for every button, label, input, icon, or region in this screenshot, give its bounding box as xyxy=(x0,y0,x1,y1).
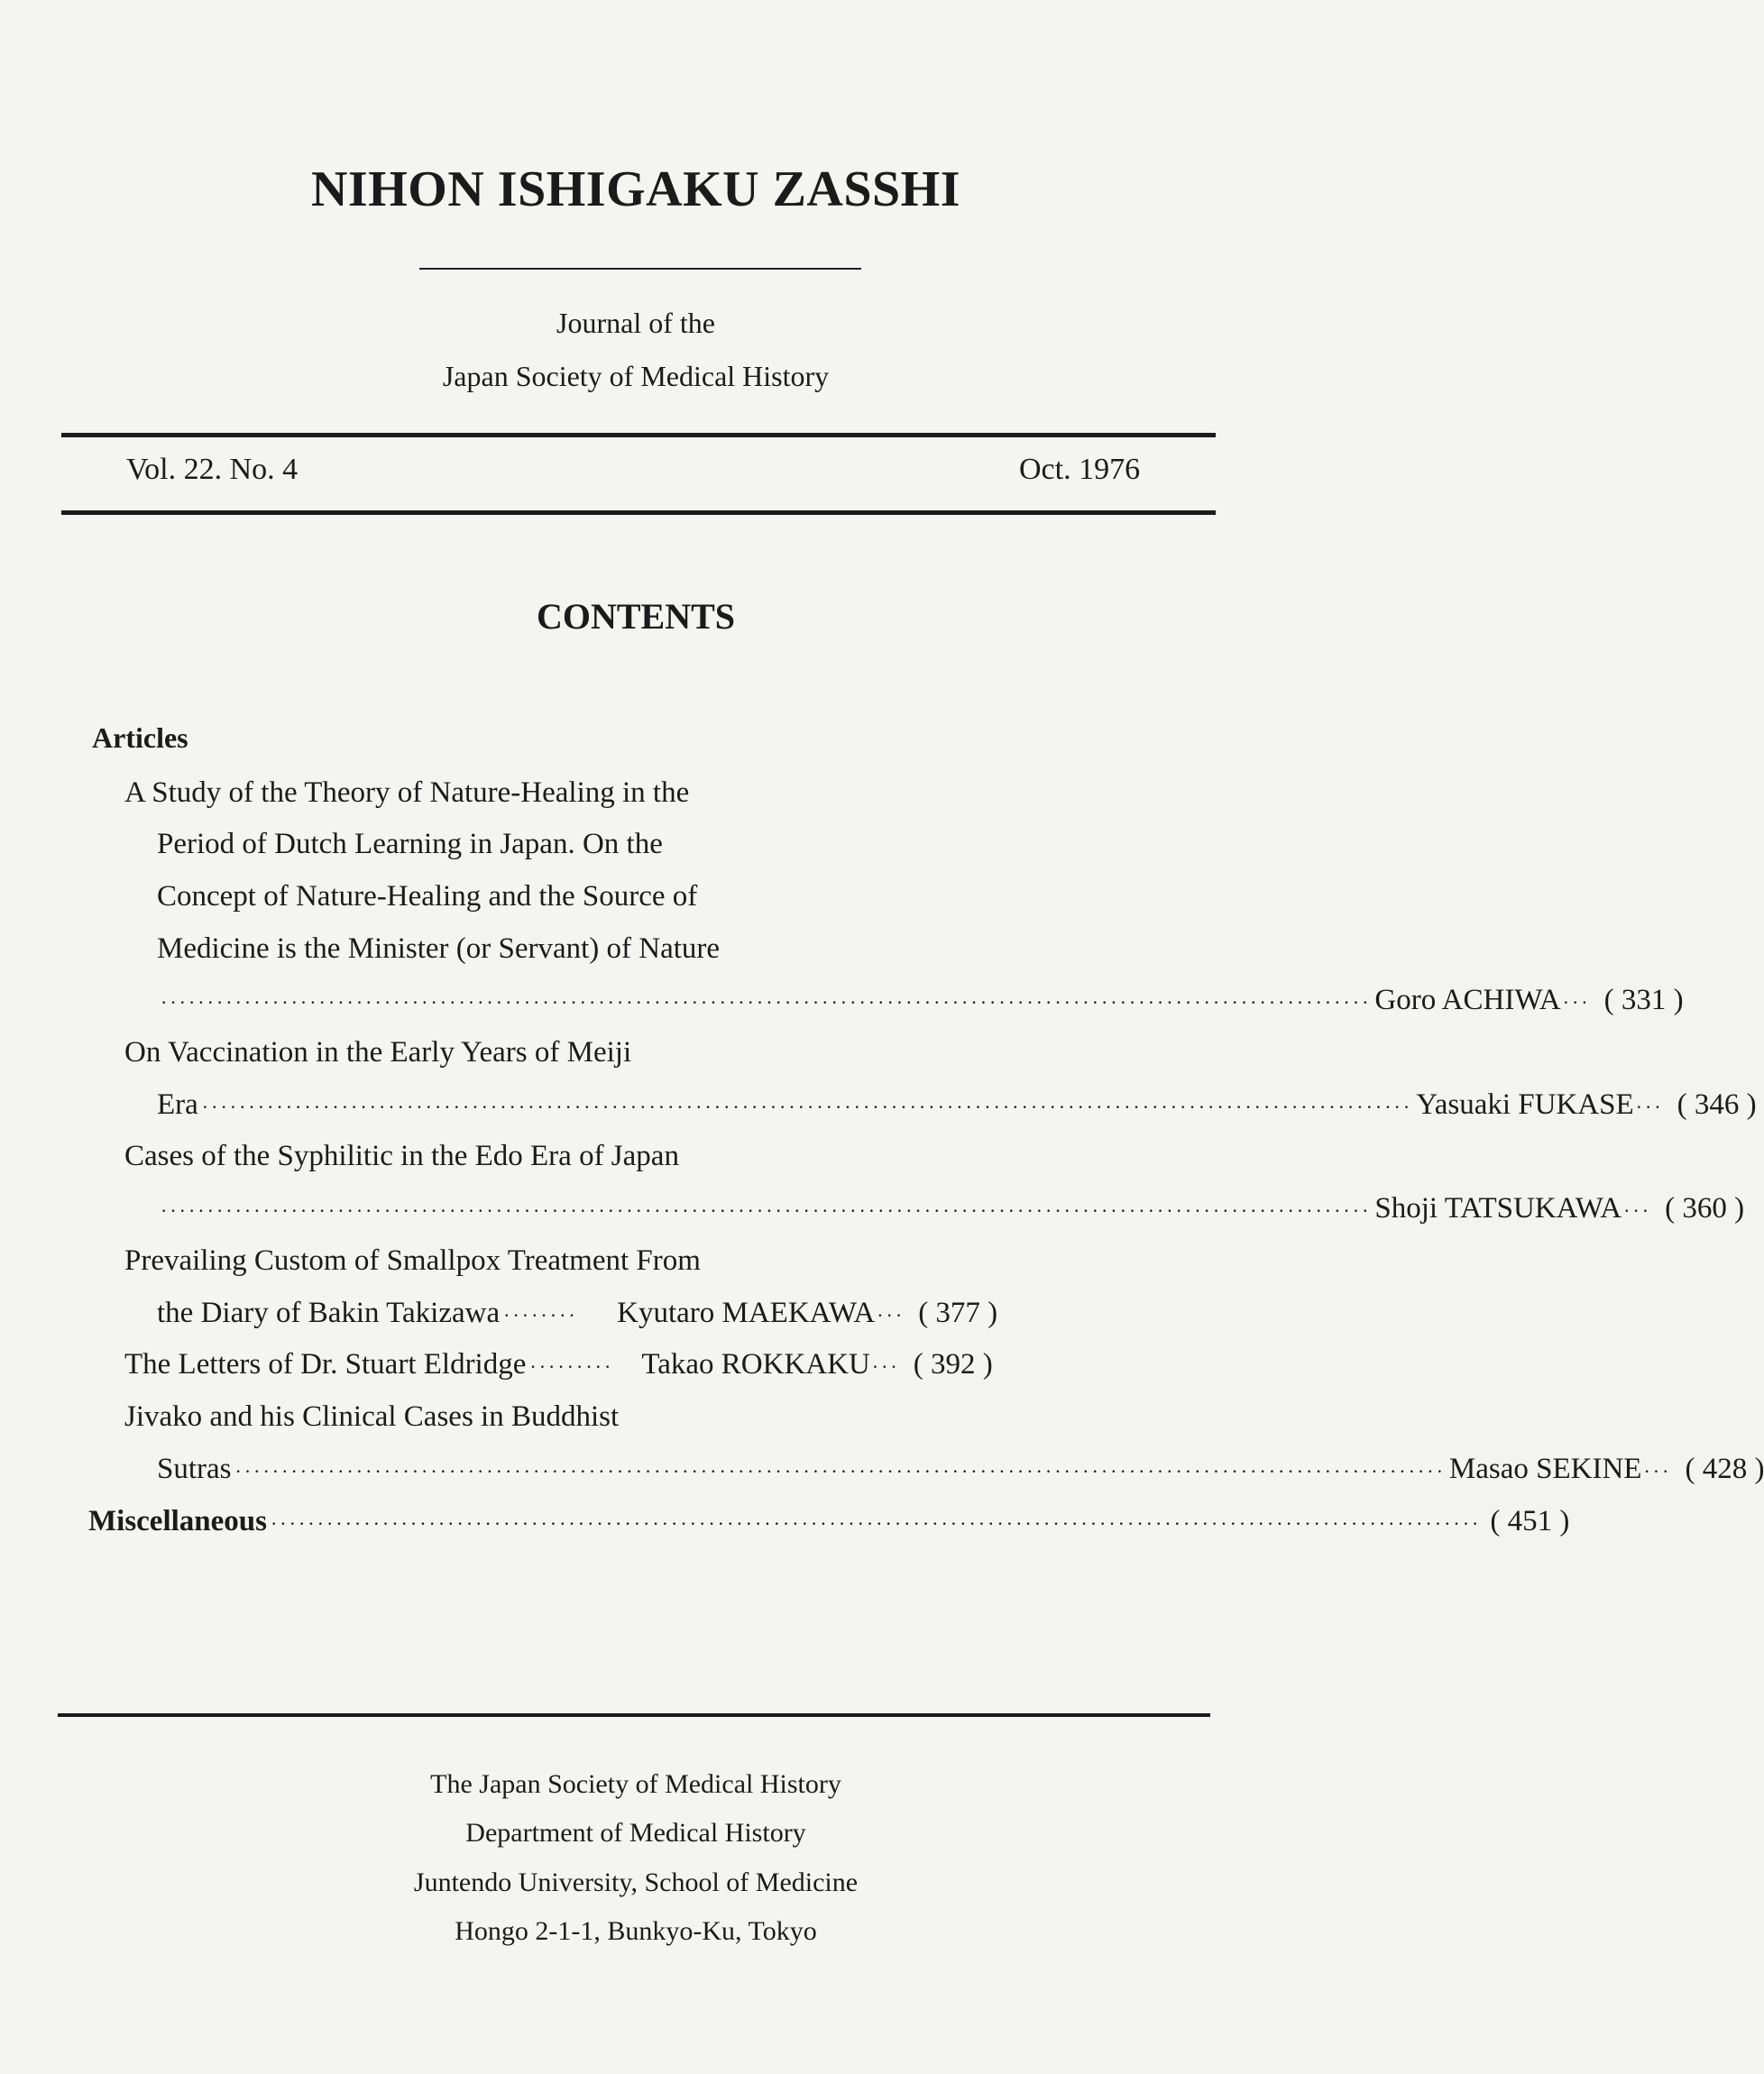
issue-bottom-rule xyxy=(61,510,1216,515)
leader-dots: ··· xyxy=(877,1304,905,1326)
leader-dots: ········· xyxy=(529,1355,614,1378)
journal-subtitle-line1: Journal of the xyxy=(556,307,715,339)
article-6-author: Masao SEKINE xyxy=(1448,1453,1642,1485)
article-1-title-line-2: Period of Dutch Learning in Japan. On the xyxy=(157,828,663,860)
toc-entry-article-4 xyxy=(157,1293,1178,1333)
leader-dots: ··· xyxy=(871,1355,900,1378)
issue-top-rule xyxy=(61,433,1216,437)
articles-section-heading: Articles xyxy=(92,721,188,754)
publisher-department: Department of Medical History xyxy=(465,1818,806,1848)
leader-dots: ··· xyxy=(1643,1460,1672,1482)
article-1-page: ( 331 ) xyxy=(1603,984,1684,1016)
issue-date: Oct. 1976 xyxy=(1019,453,1141,486)
journal-title: NIHON ISHIGAKU ZASSHI xyxy=(310,161,960,217)
article-1-title-line-3: Concept of Nature-Healing and the Source of xyxy=(157,880,698,913)
article-2-title-line-1: On Vaccination in the Early Years of Meiji xyxy=(124,1036,632,1069)
toc-entry-article-6 xyxy=(157,1449,1764,1489)
article-3-title-line-1: Cases of the Syphilitic in the Edo Era of Japan xyxy=(124,1140,679,1172)
footer-rule xyxy=(58,1713,1210,1717)
article-4-page: ( 377 ) xyxy=(918,1297,998,1329)
article-2-author: Yasuaki FUKASE xyxy=(1416,1088,1634,1121)
toc-entry-article-3 xyxy=(157,1188,1745,1228)
leader-dots: ··· xyxy=(1623,1199,1652,1222)
article-2-page: ( 346 ) xyxy=(1677,1088,1757,1121)
leader-dots: ··· xyxy=(1635,1096,1664,1118)
article-6-title-line-2: Sutras xyxy=(157,1453,232,1485)
article-4-title-line-1: Prevailing Custom of Smallpox Treatment From xyxy=(124,1244,701,1277)
journal-subtitle-line2: Japan Society of Medical History xyxy=(442,360,830,392)
toc-entry-article-1 xyxy=(157,980,1684,1020)
miscellaneous-page: ( 451 ) xyxy=(1490,1505,1570,1537)
article-4-title-line-2: the Diary of Bakin Takizawa xyxy=(157,1297,501,1329)
article-1-author: Goro ACHIWA xyxy=(1374,984,1561,1016)
publisher-university: Juntendo University, School of Medicine xyxy=(413,1868,859,1897)
leader-dots: ·································································································································· xyxy=(270,1512,1482,1535)
leader-dots: ·································································································································· xyxy=(161,1199,1372,1222)
article-1-title-line-4: Medicine is the Minister (or Servant) of Nature xyxy=(157,932,721,965)
article-6-title-line-1: Jivako and his Clinical Cases in Buddhist xyxy=(124,1400,620,1433)
miscellaneous-label: Miscellaneous xyxy=(88,1505,267,1537)
article-4-author: Kyutaro MAEKAWA xyxy=(617,1297,876,1329)
article-3-author: Shoji TATSUKAWA xyxy=(1374,1192,1622,1225)
article-5-title: The Letters of Dr. Stuart Eldridge xyxy=(124,1348,527,1381)
article-2-title-line-2: Era xyxy=(157,1088,198,1121)
article-5-author: Takao ROKKAKU xyxy=(641,1348,870,1381)
leader-dots: ·································································································································· xyxy=(161,991,1372,1014)
publisher-address: Hongo 2-1-1, Bunkyo-Ku, Tokyo xyxy=(455,1916,817,1946)
publisher-name: The Japan Society of Medical History xyxy=(430,1769,841,1799)
toc-entry-article-2 xyxy=(157,1085,1757,1124)
toc-entry-miscellaneous xyxy=(88,1501,1570,1541)
article-6-page: ( 428 ) xyxy=(1685,1453,1764,1485)
leader-dots: ·································································································································· xyxy=(234,1460,1446,1482)
article-5-page: ( 392 ) xyxy=(913,1348,993,1381)
article-3-page: ( 360 ) xyxy=(1665,1192,1745,1225)
title-divider xyxy=(419,268,861,270)
leader-dots: ··· xyxy=(1562,991,1591,1014)
article-1-title-line-1: A Study of the Theory of Nature-Healing in the xyxy=(124,776,690,809)
leader-dots: ········ xyxy=(503,1304,578,1326)
contents-heading: CONTENTS xyxy=(536,596,736,637)
issue-volume: Vol. 22. No. 4 xyxy=(126,453,299,486)
toc-entry-article-5 xyxy=(124,1344,1178,1384)
leader-dots: ·································································································································· xyxy=(201,1096,1413,1118)
